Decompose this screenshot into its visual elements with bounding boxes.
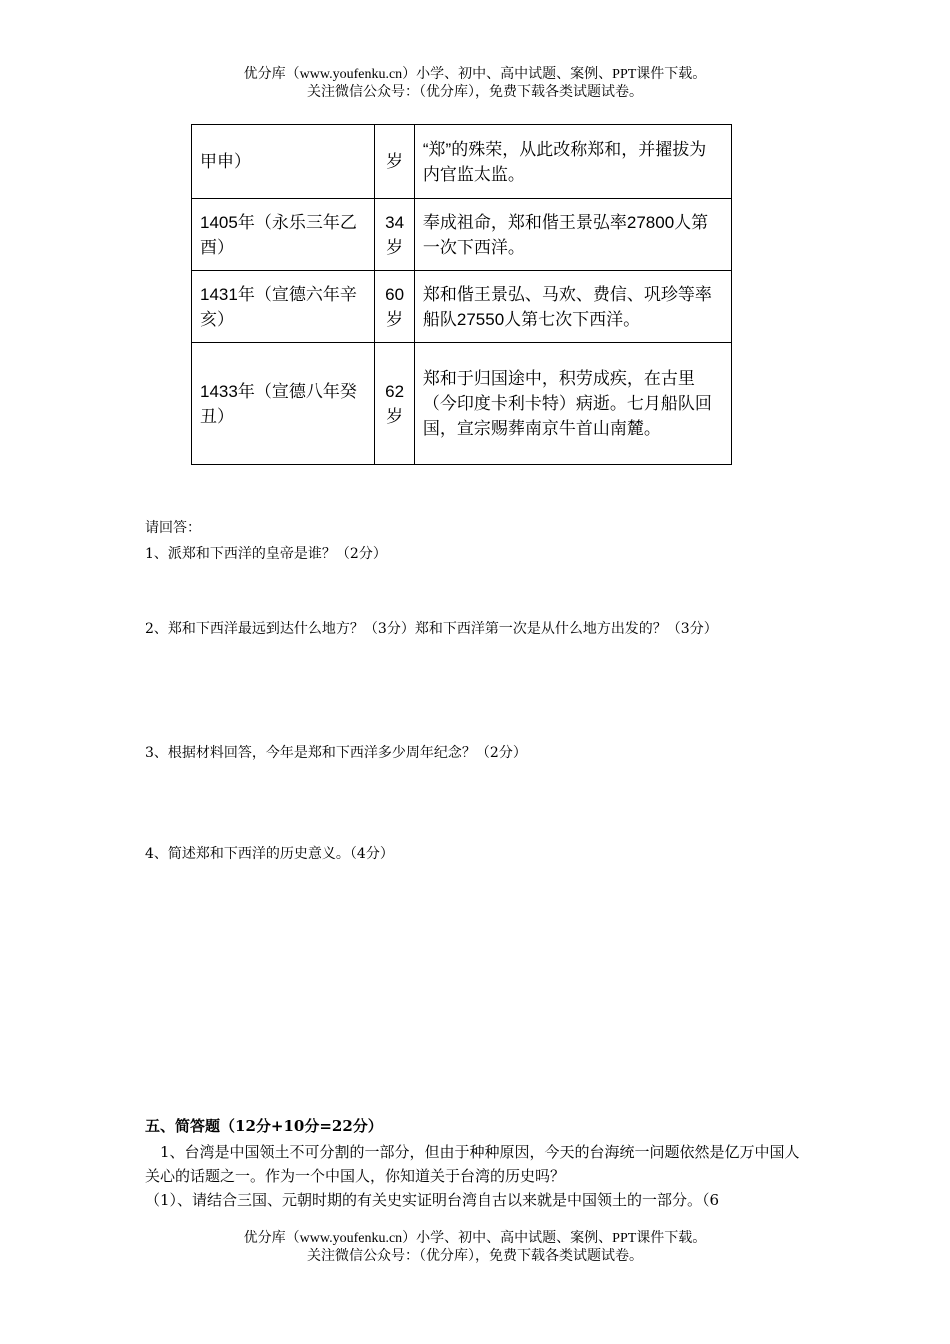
year-cell: 1431年（宣德六年辛亥） xyxy=(192,271,375,343)
footer-line-2: 关注微信公众号：（优分库），免费下载各类试题试卷。 xyxy=(307,1249,643,1264)
question-4: 4、简述郑和下西洋的历史意义。（4分） xyxy=(145,846,394,862)
zheng-he-timeline-table xyxy=(191,124,732,465)
table-row xyxy=(192,271,732,343)
table-row xyxy=(192,125,732,199)
section-5-paragraph-1: 1、台湾是中国领土不可分割的一部分，但由于种种原因，今天的台海统一问题依然是亿万中国人关心的话题之一。作为一个中国人，你知道关于台湾的历史吗？ xyxy=(145,1143,800,1185)
age-cell: 62岁 xyxy=(375,343,415,465)
year-cell: 1433年（宣德八年癸丑） xyxy=(192,343,375,465)
questions-intro: 请回答： xyxy=(145,520,201,536)
age-cell: 60岁 xyxy=(375,271,415,343)
age-cell: 岁 xyxy=(375,125,415,199)
event-cell: 奉成祖命，郑和偕王景弘率27800人第一次下西洋。 xyxy=(414,199,731,271)
event-cell: 郑和偕王景弘、马欢、费信、巩珍等率船队27550人第七次下西洋。 xyxy=(414,271,731,343)
page-header xyxy=(0,66,950,102)
header-line-1: 优分库（www.youfenku.cn）小学、初中、高中试题、案例、PPT课件下载。 xyxy=(243,67,707,82)
event-cell: “郑”的殊荣，从此改称郑和，并擢拔为内官监太监。 xyxy=(414,125,731,199)
page-footer xyxy=(0,1230,950,1266)
question-1: 1、派郑和下西洋的皇帝是谁？（2分） xyxy=(145,546,387,562)
header-line-2: 关注微信公众号：（优分库），免费下载各类试题试卷。 xyxy=(307,85,643,100)
section-5-title: 五、简答题（12分+10分=22分） xyxy=(145,1117,383,1135)
table-row xyxy=(192,343,732,465)
year-cell: 1405年（永乐三年乙酉） xyxy=(192,199,375,271)
age-cell: 34岁 xyxy=(375,199,415,271)
footer-line-1: 优分库（www.youfenku.cn）小学、初中、高中试题、案例、PPT课件下载。 xyxy=(243,1231,707,1246)
year-cell: 甲申） xyxy=(192,125,375,199)
question-3: 3、根据材料回答，今年是郑和下西洋多少周年纪念？（2分） xyxy=(145,745,527,761)
question-2: 2、郑和下西洋最远到达什么地方？（3分）郑和下西洋第一次是从什么地方出发的？（3分） xyxy=(145,621,718,637)
table-row xyxy=(192,199,732,271)
event-cell: 郑和于归国途中，积劳成疾，在古里（今印度卡利卡特）病逝。七月船队回国，宣宗赐葬南京牛首山南麓。 xyxy=(414,343,731,465)
section-5-paragraph-2: （1）、请结合三国、元朝时期的有关史实证明台湾自古以来就是中国领土的一部分。（6 xyxy=(145,1191,720,1209)
